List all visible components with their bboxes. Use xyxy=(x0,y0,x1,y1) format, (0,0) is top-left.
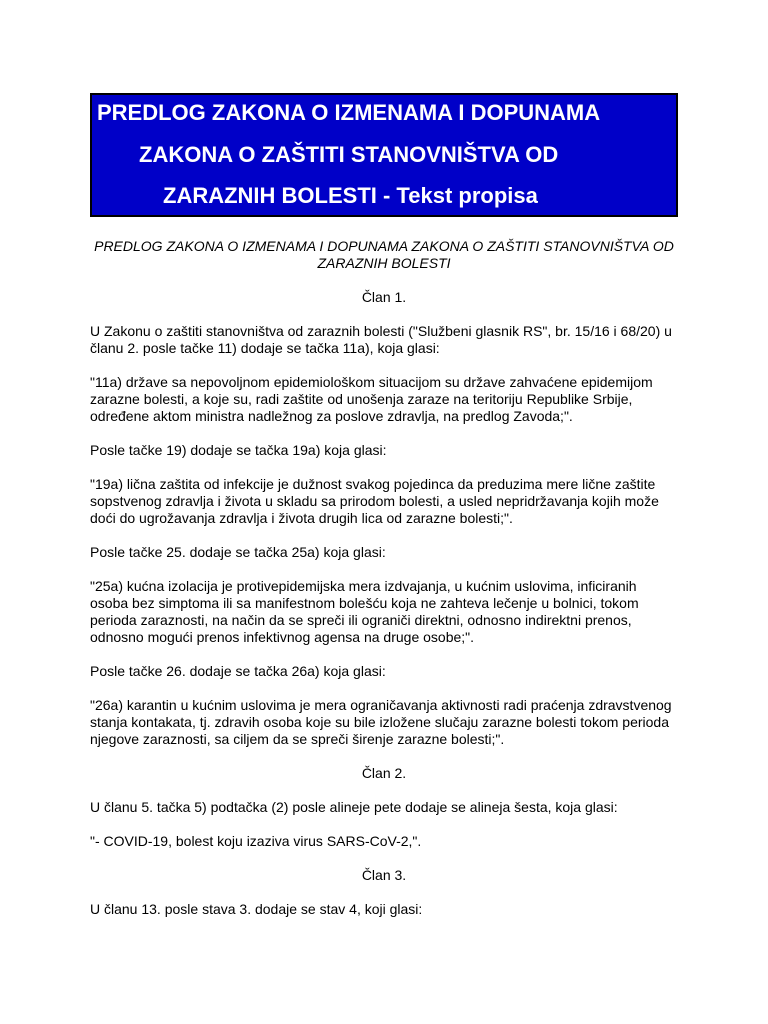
paragraph: "25a) kućna izolacija je protivepidemijska mera izdvajanja, u kućnim uslovima, inficiranih osoba bez simptoma ili sa manifestnom bolešću koja ne zahteva lečenje u bolnici, tokom perioda zaraznosti, na način da se spreči ili ograniči direktni, odnosno indirektni prenos, odnosno mogući prenos infektivnog agensa na druge osobe;". xyxy=(90,578,639,645)
paragraph: Posle tačke 25. dodaje se tačka 25a) koja glasi: xyxy=(90,544,386,560)
article-heading-3: Član 3. xyxy=(361,867,407,883)
paragraph: U članu 5. tačka 5) podtačka (2) posle alineje pete dodaje se alineja šesta, koja glasi: xyxy=(90,799,618,815)
paragraph: "26a) karantin u kućnim uslovima je mera ograničavanja aktivnosti radi praćenja zdravstvenog stanja kontakata, tj. zdravih osoba koje su bile izložene slučaju zarazne bolesti tokom perioda njegove zaraznosti, sa ciljem da se spreči širenje zarazne bolesti;". xyxy=(90,697,672,747)
paragraph: U članu 13. posle stava 3. dodaje se stav 4, koji glasi: xyxy=(90,901,423,917)
banner-title-line-2: ZAKONA O ZAŠTITI STANOVNIŠTVA OD xyxy=(139,142,559,167)
paragraph: U Zakonu o zaštiti stanovništva od zaraznih bolesti ("Službeni glasnik RS", br. 15/16 i 68/20) u članu 2. posle tačke 11) dodaje se tačka 11a), koja glasi: xyxy=(90,323,672,356)
document-subtitle: PREDLOG ZAKONA O IZMENAMA I DOPUNAMA ZAKONA O ZAŠTITI STANOVNIŠTVA OD ZARAZNIH BOLESTI xyxy=(94,238,674,271)
paragraph: "11a) države sa nepovoljnom epidemiološkom situacijom su države zahvaćene epidemijom zarazne bolesti, a koje su, radi zaštite od unošenja zaraze na teritoriju Republike Srbije, određene aktom ministra nadležnog za poslove zdravlja, na predlog Zavoda;". xyxy=(90,374,653,424)
title-banner xyxy=(90,93,678,217)
banner-title-line-3: ZARAZNIH BOLESTI - Tekst propisa xyxy=(163,183,538,208)
paragraph: Posle tačke 26. dodaje se tačka 26a) koja glasi: xyxy=(90,663,386,679)
paragraph: Posle tačke 19) dodaje se tačka 19a) koja glasi: xyxy=(90,442,387,458)
banner-title-line-1: PREDLOG ZAKONA O IZMENAMA I DOPUNAMA xyxy=(97,100,601,125)
paragraph: "- COVID-19, bolest koju izaziva virus SARS-CoV-2,". xyxy=(90,833,422,849)
article-heading-2: Član 2. xyxy=(361,765,407,781)
paragraph: "19a) lična zaštita od infekcije je dužnost svakog pojedinca da preduzima mere lične zaštite sopstvenog zdravlja i života u skladu sa prirodom bolesti, a usled nepridržavanja kojih može doći do ugrožavanja zdravlja i života drugih lica od zarazne bolesti;". xyxy=(90,476,659,526)
article-heading-1: Član 1. xyxy=(361,289,407,305)
document-body xyxy=(90,238,678,935)
